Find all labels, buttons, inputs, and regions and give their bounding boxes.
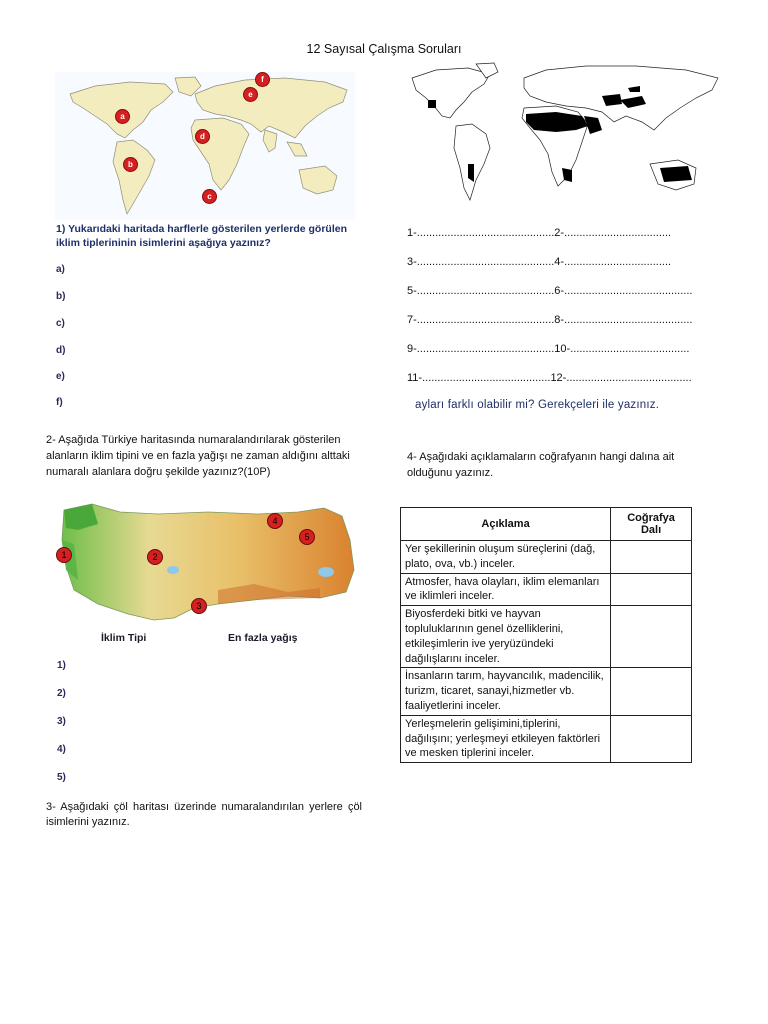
answer-number-5: 5) [57,772,66,783]
turkey-map [58,500,358,630]
answer-option-d: d) [56,345,66,356]
answer-option-a: a) [56,264,65,275]
answer-number-4: 4) [57,744,66,755]
row-description: Yer şekillerinin oluşum süreçlerini (dağ, plato, ova, vb.) inceler. [401,541,611,574]
table-header-cografya-dali: Coğrafya Dalı [611,508,692,541]
label-en-fazla-yagis: En fazla yağış [228,632,298,644]
table-row [401,606,692,668]
turkey-marker-1: 1 [56,547,72,563]
map-marker-d: d [195,129,210,144]
question-2-text: 2- Aşağıda Türkiye haritasında numaralandırılarak gösterilen alanların iklim tipini ve en fazla yağışı ne zaman aldığını alttaki numaralı alanlara doğru şekilde yazınız?(10P) [46,434,350,478]
page-title: 12 Sayısal Çalışma Soruları [306,42,462,56]
map-marker-a: a [115,109,130,124]
answer-number-2: 2) [57,688,66,699]
question-3-text: 3- Aşağıdaki çöl haritası üzerinde numaralandırılan yerlere çöl isimlerini yazınız. [46,801,362,828]
question-1-text: 1) Yukarıdaki haritada harflerle gösterilen yerlerde görülen iklim tiplerininin isimlerini aşağıya yazınız? [56,223,348,249]
blank-line-1-2[interactable]: 1-.............................................2-................................... [407,227,672,239]
row-description: Atmosfer, hava olayları, iklim elemanları ve iklimleri inceler. [401,573,611,606]
answer-number-3: 3) [57,716,66,727]
map-marker-e: e [243,87,258,102]
map-marker-b: b [123,157,138,172]
map-marker-f: f [255,72,270,87]
extra-question-text: ayları farklı olabilir mi? Gerekçeleri ile yazınız. [415,399,660,411]
turkey-marker-2: 2 [147,549,163,565]
table-row [401,668,692,715]
answer-option-e: e) [56,371,65,382]
row-description: Biyosferdeki bitki ve hayvan topluluklarının genel özelliklerini, etkileşimlerin ive yeryüzündeki dağılışlarını inceler. [401,606,611,668]
blank-line-3-4[interactable]: 3-.............................................4-................................... [407,256,672,268]
table-row [401,541,692,574]
answer-cell[interactable] [611,573,692,606]
desert-map [406,60,726,215]
blank-line-9-10[interactable]: 9-.............................................10-....................................... [407,343,690,355]
table-row [401,573,692,606]
blank-line-11-12[interactable]: 11-..........................................12-......................................... [407,372,692,384]
turkey-map-image [58,500,358,630]
answer-cell[interactable] [611,606,692,668]
answer-cell[interactable] [611,715,692,762]
turkey-marker-3: 3 [191,598,207,614]
row-description: İnsanların tarım, hayvancılık, madencilik, turizm, ticaret, sanayi,hizmetler vb. faaliyetlerini inceler. [401,668,611,715]
turkey-marker-4: 4 [267,513,283,529]
desert-map-image [406,60,726,215]
table-header-aciklama: Açıklama [401,508,611,541]
map-marker-c: c [202,189,217,204]
answer-cell[interactable] [611,541,692,574]
blank-line-5-6[interactable]: 5-.............................................6-.......................................... [407,285,693,297]
label-iklim-tipi: İklim Tipi [101,632,147,644]
table-row [401,715,692,762]
blank-line-7-8[interactable]: 7-.............................................8-.......................................... [407,314,693,326]
answer-option-b: b) [56,291,66,302]
answer-option-c: c) [56,318,65,329]
row-description: Yerleşmelerin gelişimini,tiplerini, dağılışını; yerleşmeyi etkileyen faktörleri ve mesken tiplerini inceler. [401,715,611,762]
answer-cell[interactable] [611,668,692,715]
turkey-marker-5: 5 [299,529,315,545]
world-climate-map [55,72,355,220]
question-4-text: 4- Aşağıdaki açıklamaların coğrafyanın hangi dalına ait olduğunu yazınız. [407,451,675,479]
answer-option-f: f) [56,397,63,408]
answer-number-1: 1) [57,660,66,671]
geography-branch-table [400,507,692,763]
